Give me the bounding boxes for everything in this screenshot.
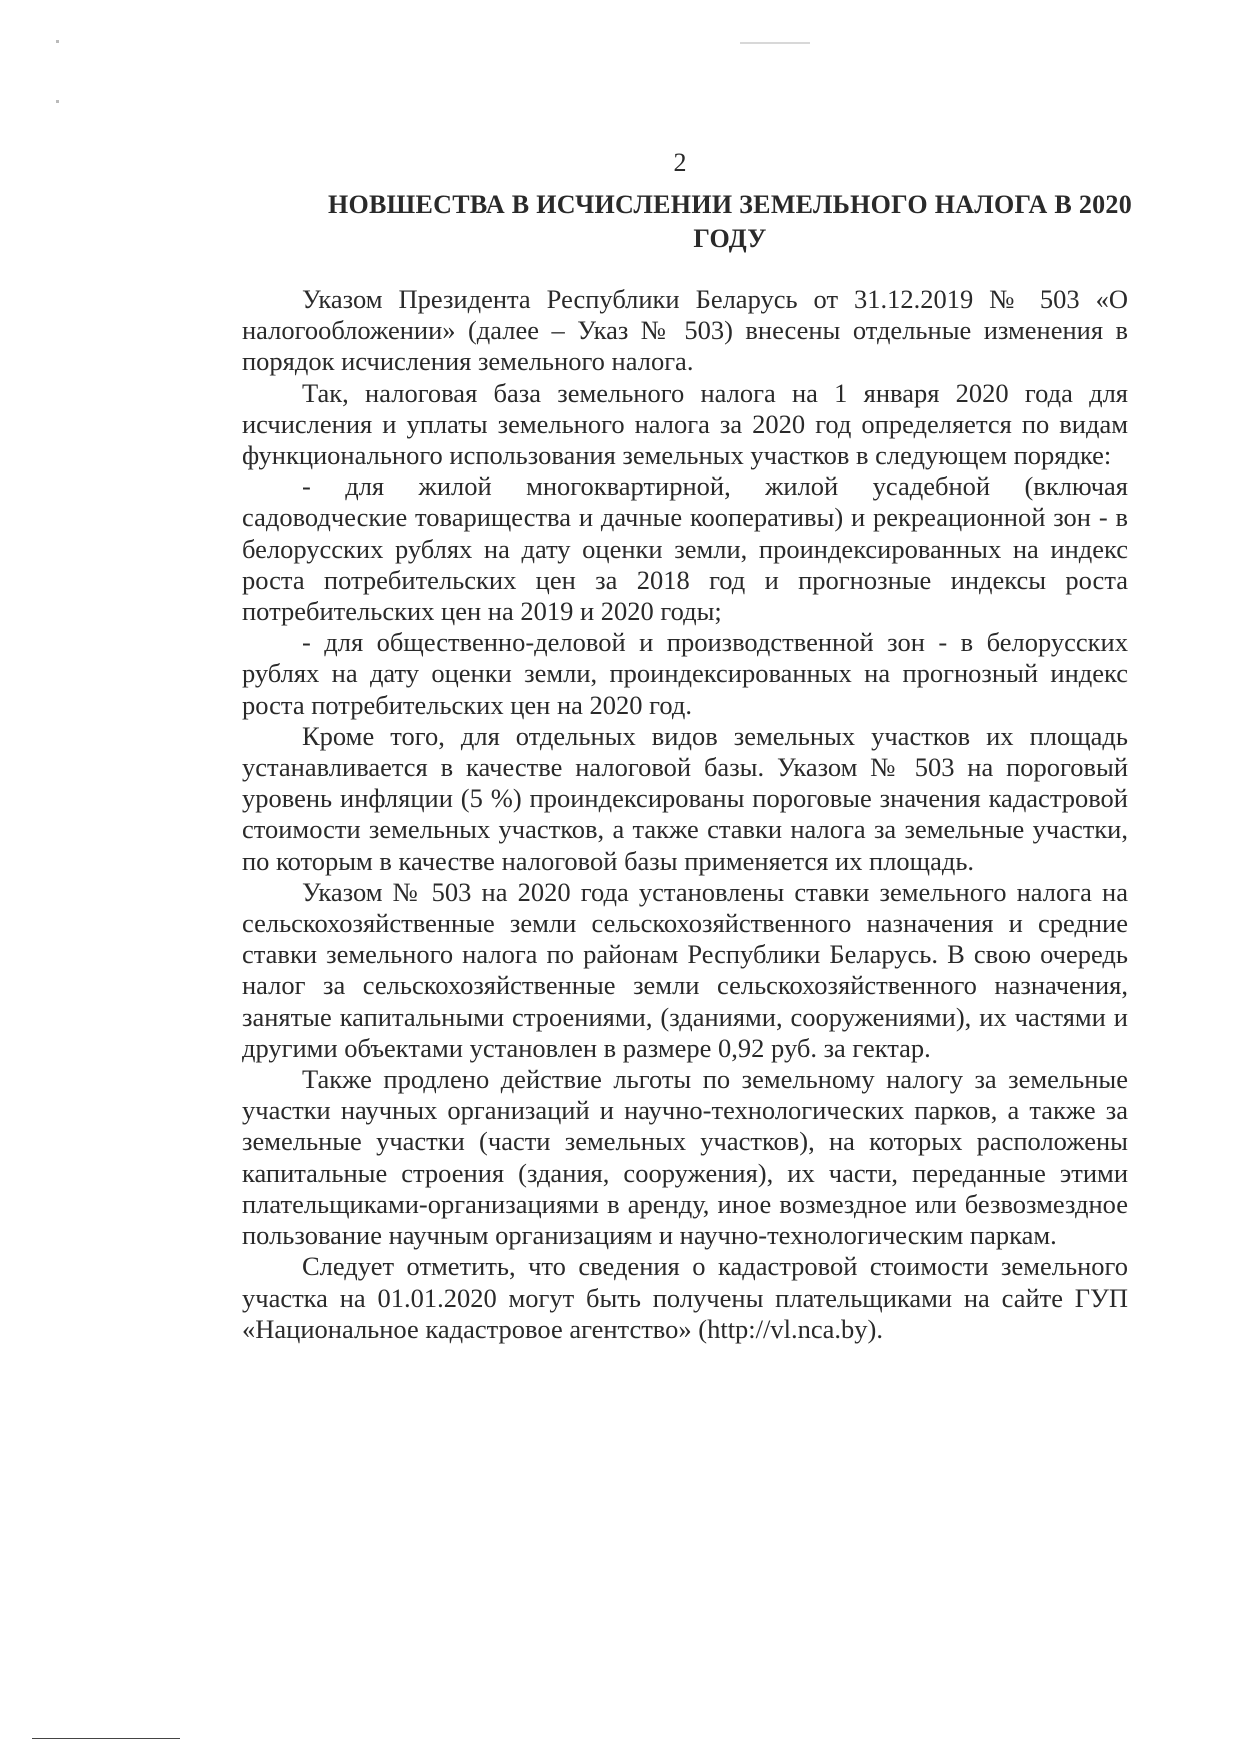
paragraph: Также продлено действие льготы по земельному налогу за земельные участки научных организаций и научно-технологических парков, а также за земельные участки (части земельных участков), на которых расположены капитальные строения (здания, сооружения), их части, переданные этими плательщиками-организациями в аренду, иное возмездное или безвозмездное пользование научным организациям и научно-технологическим паркам.: [242, 1064, 1128, 1251]
list-item-paragraph: - для жилой многоквартирной, жилой усадебной (включая садоводческие товарищества и дачные кооперативы) и рекреационной зон - в белорусских рублях на дату оценки земли, проиндексированных на индекс роста потребительских цен за 2018 год и прогнозные индексы роста потребительских цен на 2019 и 2020 годы;: [242, 471, 1128, 627]
scan-artifact: [56, 40, 59, 43]
paragraph: Так, налоговая база земельного налога на 1 января 2020 года для исчисления и уплаты земельного налога за 2020 год определяется по видам функционального использования земельных участков в следующем порядке:: [242, 377, 1128, 471]
page-number: 2: [673, 148, 687, 177]
footnote-separator: [32, 1738, 180, 1739]
paragraph: Кроме того, для отдельных видов земельных участков их площадь устанавливается в качестве налоговой базы. Указом № 503 на пороговый уровень инфляции (5 %) проиндексированы пороговые значения кадастровой стоимости земельных участков, а также ставки налога за земельные участки, по которым в качестве налоговой базы применяется их площадь.: [242, 720, 1128, 876]
paragraph: Указом № 503 на 2020 года установлены ставки земельного налога на сельскохозяйственные земли сельскохозяйственного назначения и средние ставки земельного налога по районам Республики Беларусь. В свою очередь налог за сельскохозяйственные земли сельскохозяйственного назначения, занятые капитальными строениями, (зданиями, сооружениями), их частями и другими объектами установлен в размере 0,92 руб. за гектар.: [242, 876, 1128, 1063]
scan-artifact: [740, 42, 810, 44]
list-item-paragraph: - для общественно-деловой и производственной зон - в белорусских рублях на дату оценки земли, проиндексированных на прогнозный индекс роста потребительских цен на 2020 год.: [242, 627, 1128, 720]
paragraph: Указом Президента Республики Беларусь от 31.12.2019 № 503 «О налогообложении» (далее – Указ № 503) внесены отдельные изменения в порядок исчисления земельного налога.: [242, 284, 1128, 377]
scan-artifact: [56, 100, 59, 103]
paragraph: Следует отметить, что сведения о кадастровой стоимости земельного участка на 01.01.2020 могут быть получены плательщиками на сайте ГУП «Национальное кадастровое агентство» (http://vl.nca.by).: [242, 1251, 1128, 1344]
document-title: НОВШЕСТВА В ИСЧИСЛЕНИИ ЗЕМЕЛЬНОГО НАЛОГА В 2020 ГОДУ: [327, 190, 1133, 253]
document-body: [242, 284, 1128, 1345]
